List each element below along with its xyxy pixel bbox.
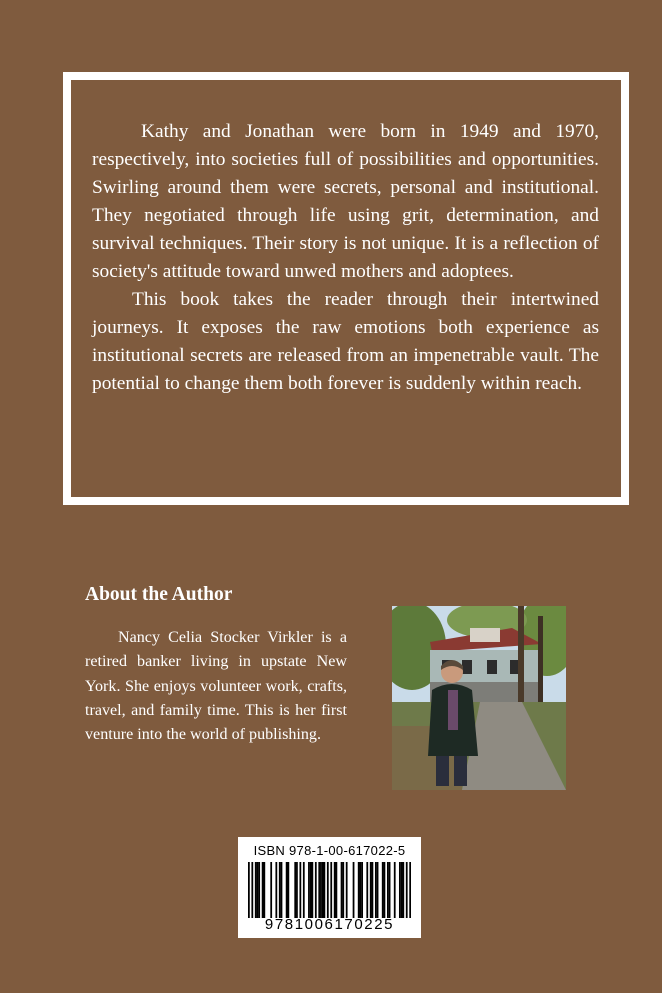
barcode-bar	[389, 862, 391, 918]
barcode-bar	[299, 862, 301, 918]
barcode-bar	[255, 862, 257, 918]
barcode-bar	[286, 862, 288, 918]
barcode-bar	[315, 862, 317, 918]
barcode-bar	[322, 862, 324, 918]
barcode-bars	[248, 862, 411, 918]
about-author-text: Nancy Celia Stocker Virkler is a retired banker living in upstate New York. She enjoys volunteer work, crafts, travel, and family time. This is her first venture into the world of publishing.	[85, 629, 347, 744]
barcode-bar	[279, 862, 281, 918]
barcode-bar	[366, 862, 368, 918]
barcode-bar	[248, 862, 250, 918]
barcode-bar	[263, 862, 265, 918]
barcode-bar	[394, 862, 396, 918]
isbn-label: ISBN 978-1-00-617022-5	[253, 843, 406, 858]
author-photo	[392, 606, 566, 790]
blurb-paragraph-2: This book takes the reader through their intertwined journeys. It exposes the raw emotions both experience as institutional secrets are released from an impenetrable vault. The potential to change them both forever is suddenly within reach.	[92, 289, 599, 394]
barcode-bar	[358, 862, 360, 918]
barcode-bar	[370, 862, 372, 918]
about-author-heading: About the Author	[85, 584, 233, 605]
barcode-bar	[308, 862, 310, 918]
barcode-bar	[346, 862, 348, 918]
barcode-bar	[262, 862, 264, 918]
blurb-paragraph-1: Kathy and Jonathan were born in 1949 and 1970, respectively, into societies full of possibilities and opportunities. Swirling around them were secrets, personal and institutional. They negotiated through life using grit, determination, and survival techniques. Their story is not unique. It is a reflection of society's attitude toward unwed mothers and adoptees.	[92, 121, 599, 282]
barcode-bar	[310, 862, 312, 918]
barcode-bar	[409, 862, 411, 918]
barcode-bar	[258, 862, 260, 918]
barcode-bar	[323, 862, 325, 918]
barcode-bar	[377, 862, 379, 918]
barcode-box	[238, 837, 421, 938]
barcode-bar	[330, 862, 332, 918]
barcode-bar	[327, 862, 329, 918]
barcode-bar	[401, 862, 403, 918]
barcode-bar	[296, 862, 298, 918]
barcode-bar	[384, 862, 386, 918]
barcode-bar	[303, 862, 305, 918]
barcode-bar	[360, 862, 362, 918]
barcode-digits: 9781006170225	[264, 916, 395, 933]
barcode-bar	[399, 862, 401, 918]
barcode-bar	[341, 862, 343, 918]
barcode-bar	[402, 862, 404, 918]
barcode-bar	[334, 862, 336, 918]
barcode-bar	[287, 862, 289, 918]
barcode-bar	[342, 862, 344, 918]
blurb-text	[92, 118, 599, 398]
barcode-bar	[320, 862, 322, 918]
barcode-bar	[406, 862, 408, 918]
author-photo-image	[392, 606, 566, 790]
barcode-bar	[372, 862, 374, 918]
barcode-bar	[353, 862, 355, 918]
barcode-bar	[375, 862, 377, 918]
barcode-bar	[387, 862, 389, 918]
barcode-bar	[311, 862, 313, 918]
blurb-frame	[63, 72, 629, 505]
barcode-bar	[318, 862, 320, 918]
barcode-bar	[281, 862, 283, 918]
barcode-bar	[270, 862, 272, 918]
barcode-bar	[382, 862, 384, 918]
barcode-bar	[336, 862, 338, 918]
barcode-bar	[294, 862, 296, 918]
barcode-bar	[275, 862, 277, 918]
barcode-bar	[251, 862, 253, 918]
barcode-bar	[257, 862, 259, 918]
barcode-bar	[361, 862, 363, 918]
